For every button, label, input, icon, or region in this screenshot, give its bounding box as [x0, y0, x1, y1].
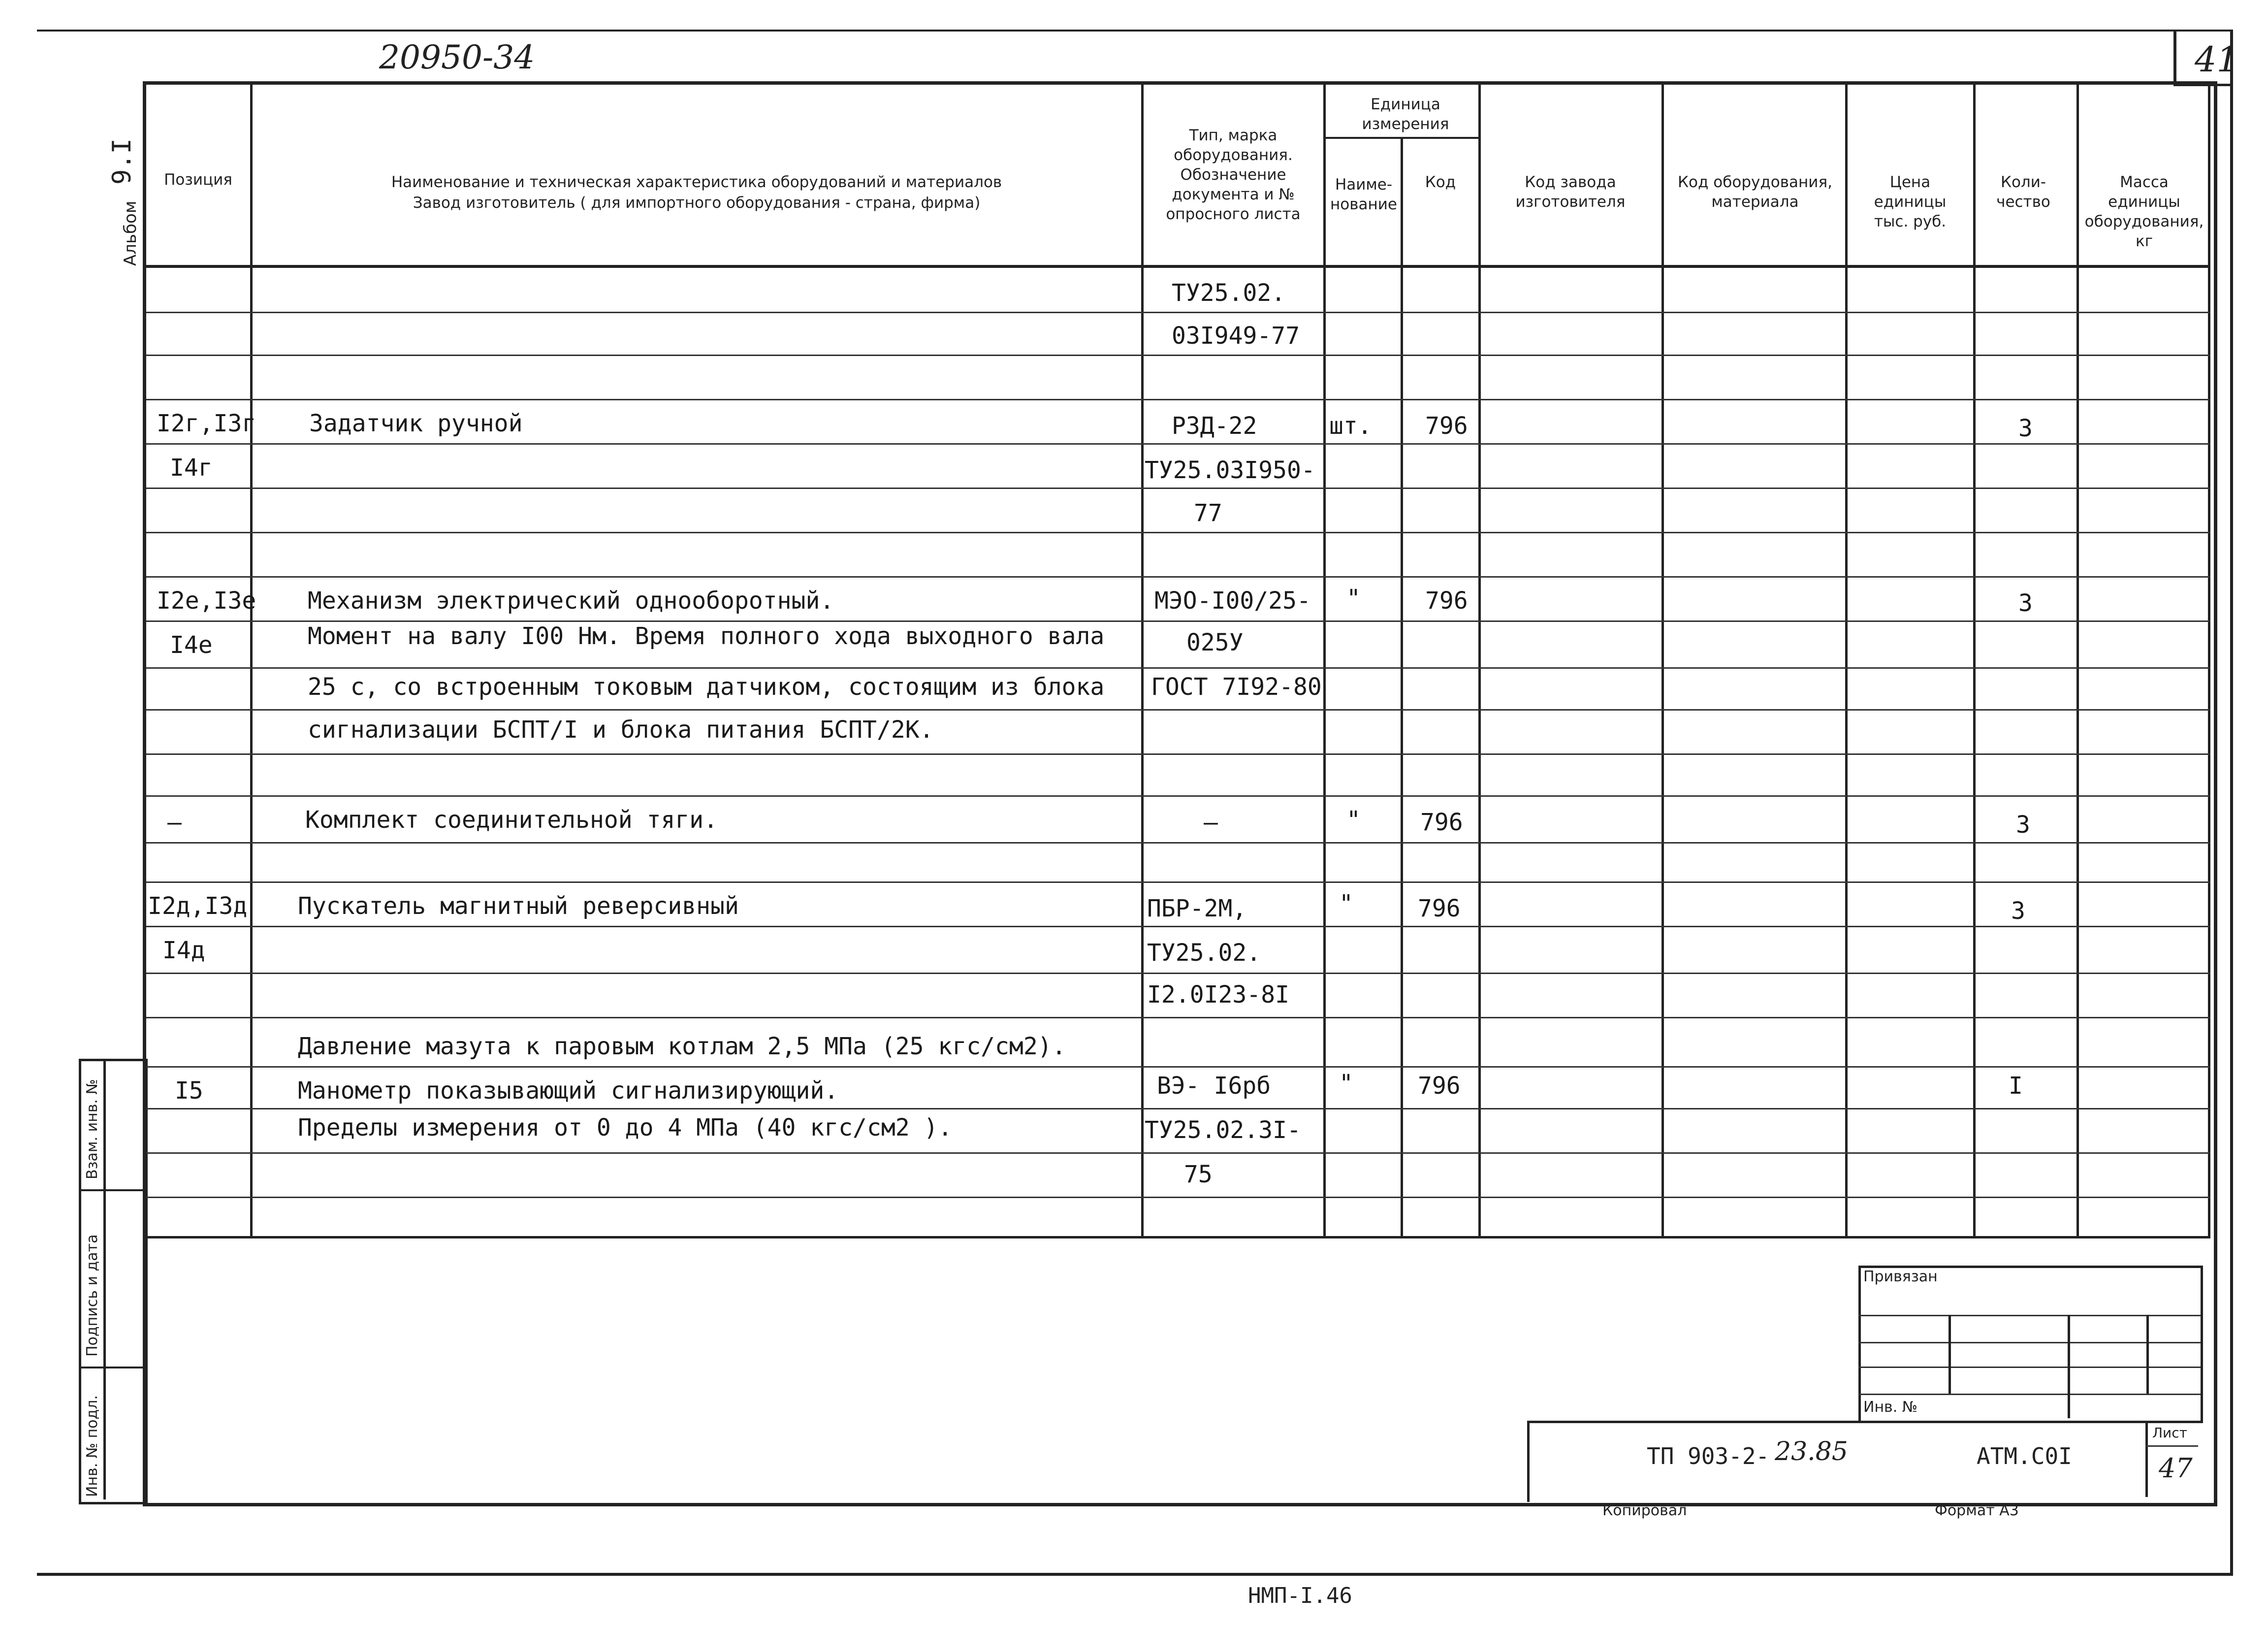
col-line — [250, 85, 253, 1237]
header-name-line2: Завод изготовитель ( для импортного оборудования - страна, фирма) — [413, 194, 981, 212]
side-stamp-divider — [103, 1059, 106, 1499]
privyazan-row-line — [1858, 1394, 2201, 1395]
cell-position: I2г,I3г — [157, 410, 256, 437]
row-line — [146, 842, 2210, 844]
header-price: Цена единицы тыс. руб. — [1874, 173, 1947, 230]
row-line — [146, 1017, 2210, 1018]
cell-position: I2е,I3е — [157, 587, 256, 615]
row-line — [146, 443, 2210, 445]
privyazan-col-line — [2146, 1315, 2149, 1394]
cell-name: Пускатель магнитный реверсивный — [298, 892, 739, 920]
header-factory-code: Код завода изготовителя — [1515, 173, 1626, 211]
cell-name: 25 с, со встроенным токовым датчиком, состоящим из блока — [308, 673, 1105, 701]
cell-type: ТУ25.02.3I- — [1145, 1116, 1301, 1144]
sheet-box-line — [2145, 1445, 2198, 1447]
privyazan-row-line — [1858, 1342, 2201, 1343]
col-line — [1661, 85, 1664, 1237]
cell-type: ПБР-2М, — [1147, 895, 1247, 922]
row-line — [146, 1197, 2210, 1198]
cell-position: I4е — [170, 631, 213, 659]
section-code: АТМ.С0I — [1977, 1443, 2072, 1469]
col-line — [1401, 138, 1403, 1237]
album-value: 9.I — [107, 138, 137, 185]
row-line — [146, 709, 2210, 711]
stamp-inv-podl-label: Инв. № подл. — [84, 1395, 101, 1497]
row-line — [146, 881, 2210, 883]
cell-position: I5 — [175, 1077, 203, 1105]
cell-qty: 3 — [2018, 415, 2033, 442]
privyazan-row-line — [1858, 1367, 2201, 1368]
cell-qty: I — [2009, 1072, 2023, 1100]
cell-name: Манометр показывающий сигнализирующий. — [298, 1077, 839, 1105]
row-line — [146, 1066, 2210, 1068]
header-equipment-code: Код оборудования, материала — [1678, 173, 1832, 211]
cell-name: Механизм электрический однооборотный. — [308, 587, 834, 615]
col-line — [2208, 85, 2210, 1237]
handwritten-doc-number: 20950-34 — [379, 38, 535, 76]
cell-qty: 3 — [2011, 897, 2025, 925]
cell-position: I4д — [162, 937, 205, 964]
row-line — [146, 355, 2210, 356]
header-quantity: Коли-чество — [1996, 173, 2050, 211]
cell-unit: " — [1339, 890, 1353, 917]
cell-type: – — [1204, 809, 1218, 836]
row-line — [146, 753, 2210, 755]
album-label: Альбом — [121, 200, 140, 266]
cell-type: I2.0I23-8I — [1147, 981, 1289, 1009]
header-position: Позиция — [164, 171, 232, 189]
col-line — [2076, 85, 2079, 1237]
privyazan-label: Привязан — [1863, 1268, 1938, 1285]
cell-position: – — [167, 809, 182, 836]
table-bottom-line — [146, 1236, 2210, 1238]
header-unit-name: Наиме-нование — [1330, 176, 1397, 213]
header-unit-code: Код — [1425, 173, 1456, 191]
cell-unit: " — [1339, 1070, 1353, 1097]
cell-code: 796 — [1418, 1072, 1461, 1100]
header-name-line1: Наименование и техническая характеристика оборудований и материалов — [391, 173, 1002, 191]
sheet-label: Лист — [2152, 1425, 2187, 1441]
cell-type: 77 — [1194, 499, 1222, 527]
inv-no-label: Инв. № — [1863, 1399, 1918, 1416]
row-line — [146, 973, 2210, 974]
col-line — [1478, 85, 1481, 1237]
cell-code: 796 — [1425, 412, 1468, 440]
cell-code: 796 — [1418, 895, 1461, 922]
col-line — [1973, 85, 1976, 1237]
privyazan-row-line — [1858, 1315, 2201, 1316]
side-stamp-line — [79, 1189, 143, 1191]
stamp-vzam-label: Взам. инв. № — [84, 1079, 101, 1179]
row-line — [146, 312, 2210, 313]
cell-position: I4г — [170, 454, 213, 482]
row-line — [146, 926, 2210, 927]
copied-label: Копировал — [1602, 1502, 1687, 1519]
privyazan-col-line — [1949, 1315, 1951, 1394]
cell-type: ТУ25.02. — [1147, 939, 1261, 967]
cell-code: 796 — [1420, 809, 1463, 836]
cell-qty: 3 — [2016, 811, 2030, 839]
doc-code-handwritten: 23.85 — [1775, 1437, 1848, 1466]
stamp-podpis-label: Подпись и дата — [84, 1234, 101, 1357]
cell-type: ТУ25.03I950- — [1145, 456, 1315, 484]
row-line — [146, 795, 2210, 797]
cell-name: Давление мазута к паровым котлам 2,5 МПа (25 кгс/см2). — [298, 1033, 1066, 1060]
row-line — [146, 399, 2210, 400]
cell-name: Пределы измерения от 0 до 4 МПа (40 кгс/см2 ). — [298, 1114, 953, 1141]
main-title-block — [1527, 1421, 2203, 1502]
header-type: Тип, марка оборудования. Обозначение документа и № опросного листа — [1166, 127, 1301, 223]
col-line — [1323, 85, 1326, 1237]
row-line — [146, 532, 2210, 533]
cell-position: I2д,I3д — [148, 892, 248, 920]
cell-type: ГОСТ 7I92-80 — [1151, 673, 1322, 701]
side-stamp-line — [79, 1367, 143, 1368]
row-line — [146, 576, 2210, 578]
cell-name: Комплект соединительной тяги. — [305, 806, 718, 834]
privyazan-col-line — [2068, 1315, 2070, 1418]
header-separator — [146, 265, 2210, 268]
cell-unit: шт. — [1329, 412, 1372, 440]
cell-type: 03I949-77 — [1172, 322, 1300, 350]
row-line — [146, 488, 2210, 489]
cell-type: 025У — [1186, 629, 1244, 656]
cell-type: МЭО-I00/25- — [1154, 587, 1311, 615]
header-unit-group: Единица измерения — [1362, 96, 1449, 133]
cell-type: РЗД-22 — [1172, 412, 1257, 440]
cell-type: ТУ25.02. — [1172, 279, 1286, 307]
cell-code: 796 — [1425, 587, 1468, 615]
cell-qty: 3 — [2018, 589, 2033, 617]
corner-number: 41 — [2195, 39, 2239, 80]
sheet-number: 47 — [2159, 1453, 2193, 1484]
header-mass: Масса единицы оборудования, кг — [2084, 173, 2204, 250]
col-line — [1845, 85, 1848, 1237]
cell-name: Момент на валу I00 Нм. Время полного хода выходного вала — [308, 622, 1105, 650]
format-label: Формат А3 — [1935, 1502, 2019, 1519]
cell-type: 75 — [1184, 1161, 1213, 1188]
row-line — [146, 1108, 2210, 1109]
cell-unit: " — [1346, 806, 1361, 834]
cell-name: Задатчик ручной — [309, 410, 523, 437]
bottom-code: НМП-I.46 — [1248, 1583, 1352, 1608]
unit-group-line — [1323, 137, 1481, 139]
cell-unit: " — [1346, 585, 1361, 612]
cell-name: сигнализации БСПТ/I и блока питания БСПТ/2К. — [308, 716, 934, 744]
cell-type: ВЭ- I6рб — [1157, 1072, 1271, 1100]
row-line — [146, 1152, 2210, 1154]
row-line — [146, 667, 2210, 669]
col-line — [1141, 85, 1144, 1237]
doc-code: ТП 903-2- — [1647, 1443, 1770, 1469]
